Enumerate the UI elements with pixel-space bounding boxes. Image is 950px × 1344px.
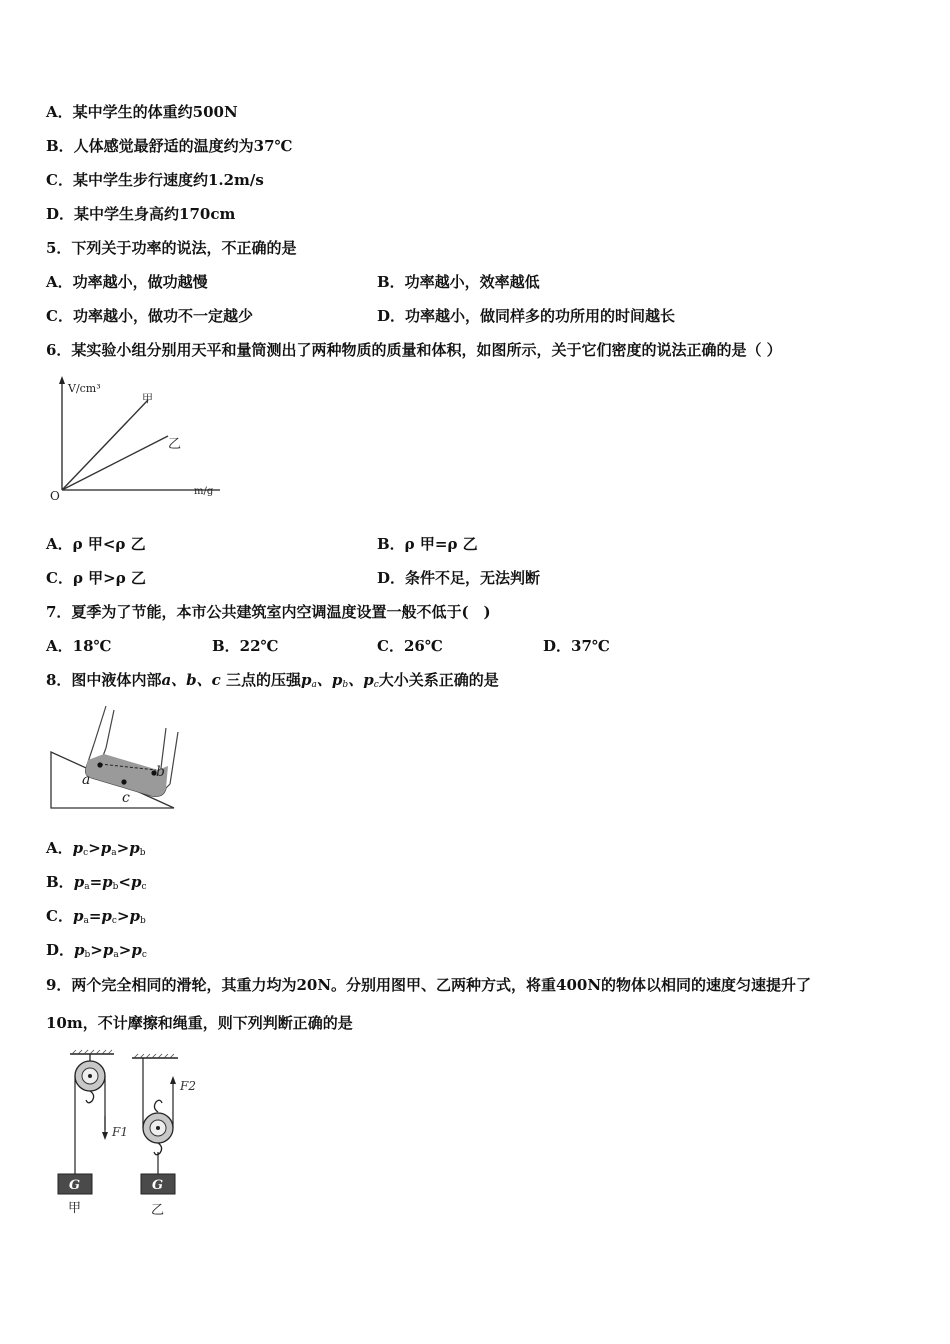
q5-option-b: B．功率越小，效率越低 bbox=[377, 273, 540, 291]
q6-option-b: B．ρ 甲=ρ 乙 bbox=[377, 535, 478, 553]
q7-option-c: C．26℃ bbox=[377, 637, 443, 655]
hook-yi-top bbox=[154, 1100, 162, 1112]
q8-option-c: C．$p_a=p_c>p_b$ bbox=[46, 907, 146, 926]
pulley-figure bbox=[52, 1046, 212, 1222]
q7-option-b: B．22℃ bbox=[212, 637, 279, 655]
q9-stem-line1: 9．两个完全相同的滑轮，其重力均为20N。分别用图甲、乙两种方式，将重400N的物体以相同的速度匀速提升了 bbox=[46, 976, 812, 994]
y-axis-label: V/cm³ bbox=[68, 382, 101, 395]
line-yi bbox=[62, 436, 168, 490]
point-c bbox=[121, 779, 126, 784]
q4-option-a: A．某中学生的体重约500N bbox=[46, 103, 238, 121]
q6-option-a: A．ρ 甲<ρ 乙 bbox=[46, 535, 146, 553]
q7-option-d: D．37℃ bbox=[543, 637, 610, 655]
label-f2: F2 bbox=[180, 1079, 196, 1093]
label-b: b bbox=[156, 764, 165, 780]
q8-point-labels: a、b、c bbox=[161, 671, 227, 689]
q5-option-d: D．功率越小，做同样多的功所用的时间越长 bbox=[377, 307, 676, 325]
q8-stem bbox=[46, 670, 499, 695]
q7-option-a: A．18℃ bbox=[46, 637, 112, 655]
tube-left-outer bbox=[94, 706, 106, 744]
arrow-f2 bbox=[170, 1076, 176, 1084]
weight-yi-label: G bbox=[152, 1178, 164, 1193]
liquid-tube-figure bbox=[48, 704, 180, 810]
line-yi-label: 乙 bbox=[168, 437, 182, 452]
weight-jia-label: G bbox=[69, 1178, 81, 1193]
origin-label: O bbox=[50, 489, 60, 503]
label-f1: F1 bbox=[112, 1125, 128, 1139]
label-yi: 乙 bbox=[151, 1203, 165, 1218]
q8-option-a: A．$p_c>p_a>p_b$ bbox=[46, 839, 146, 858]
q8-option-d: D．$p_b>p_a>p_c$ bbox=[46, 941, 147, 960]
tube-right-outer bbox=[170, 732, 178, 784]
density-graph bbox=[44, 372, 234, 506]
q8-stem-end: 大小关系正确的是 bbox=[378, 671, 499, 689]
q8-stem-suffix: 三点的压强 bbox=[226, 671, 302, 689]
q4-option-c: C．某中学生步行速度约1.2m/s bbox=[46, 171, 264, 189]
line-jia-label: 甲 bbox=[142, 392, 153, 405]
y-axis-arrow bbox=[59, 376, 65, 384]
q6-stem: 6．某实验小组分别用天平和量筒测出了两种物质的质量和体积，如图所示，关于它们密度的说法正确的是（ ） bbox=[46, 341, 782, 359]
label-a: a bbox=[82, 772, 91, 788]
x-axis-label: m/g bbox=[194, 486, 214, 497]
q6-option-d: D．条件不足，无法判断 bbox=[377, 569, 541, 587]
q8-option-b: B．$p_a=p_b<p_c$ bbox=[46, 873, 147, 892]
label-c: c bbox=[122, 790, 130, 806]
q7-stem: 7．夏季为了节能，本市公共建筑室内空调温度设置一般不低于( ) bbox=[46, 603, 491, 621]
line-jia bbox=[62, 400, 148, 490]
q4-option-b: B．人体感觉最舒适的温度约为37℃ bbox=[46, 137, 293, 155]
q5-option-c: C．功率越小，做功不一定越少 bbox=[46, 307, 253, 325]
q5-option-a: A．功率越小，做功越慢 bbox=[46, 273, 208, 291]
q4-option-d: D．某中学生身高约170cm bbox=[46, 205, 236, 223]
tube-left-inner bbox=[106, 710, 114, 748]
q8-pressure-symbols: $p_a$、$p_b$、$p_c$ bbox=[301, 671, 379, 690]
hook-jia bbox=[86, 1091, 94, 1103]
point-a bbox=[97, 762, 102, 767]
q6-option-c: C．ρ 甲>ρ 乙 bbox=[46, 569, 146, 587]
q8-stem-prefix: 8．图中液体内部 bbox=[46, 671, 162, 689]
q9-stem-line2: 10m，不计摩擦和绳重，则下列判断正确的是 bbox=[46, 1014, 353, 1032]
arrow-f1 bbox=[102, 1132, 108, 1140]
q5-stem: 5．下列关于功率的说法，不正确的是 bbox=[46, 239, 297, 257]
label-jia: 甲 bbox=[68, 1201, 82, 1216]
